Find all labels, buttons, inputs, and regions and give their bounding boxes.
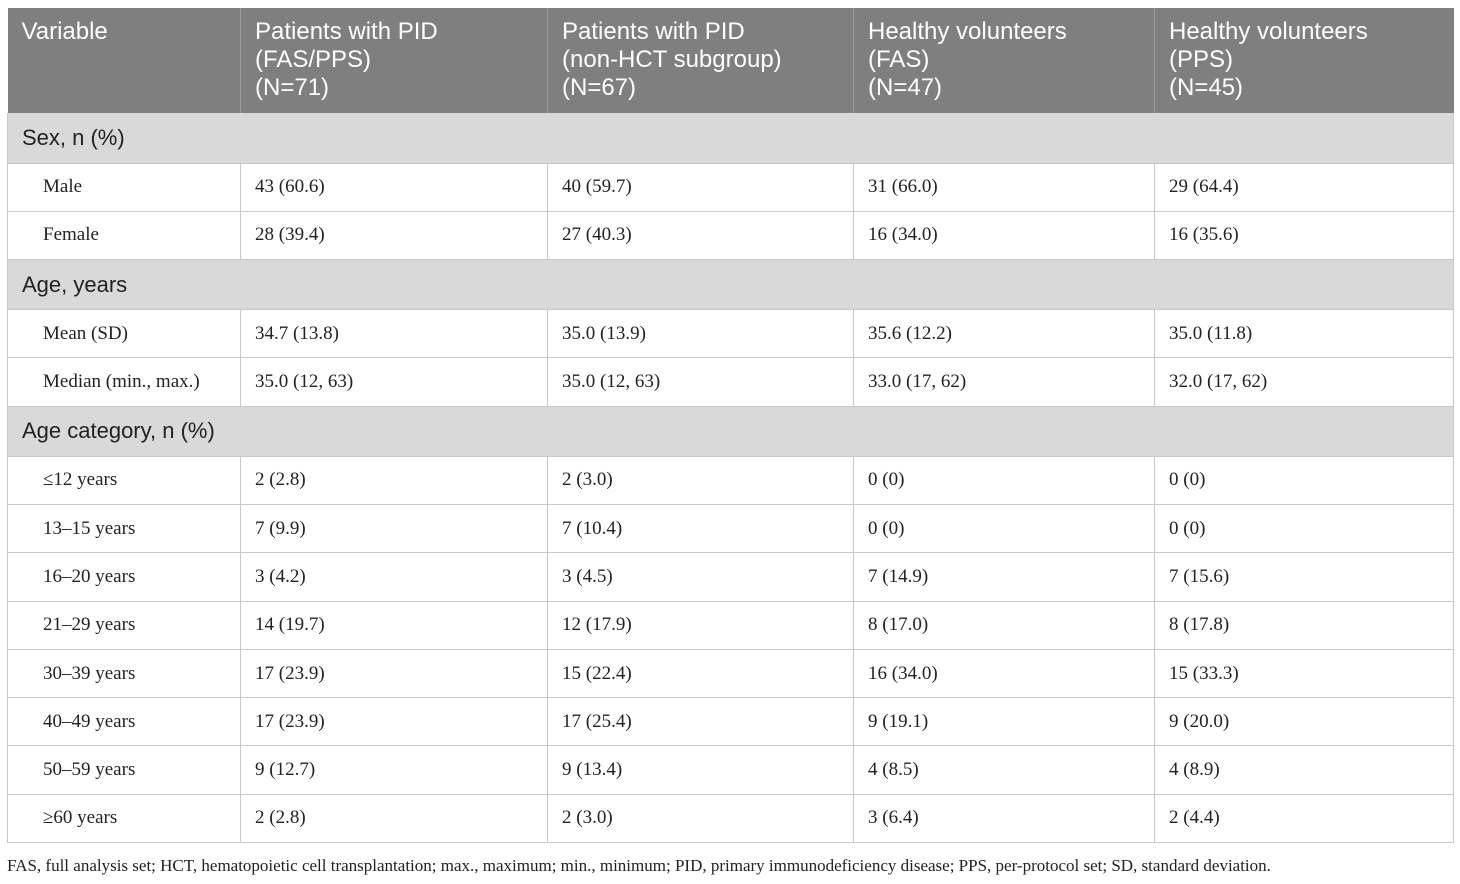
table-footnote: FAS, full analysis set; HCT, hematopoietic cell transplantation; max., maximum; min., minimum; PID, primary immunodeficiency disease; PPS, per-protocol set; SD, standard deviation. [7, 856, 1271, 875]
row-label: Female [8, 211, 241, 259]
column-header-line: (N=45) [1169, 74, 1244, 101]
column-header-line: (N=67) [562, 74, 637, 101]
table-cell: 0 (0) [1155, 456, 1454, 504]
column-header-2 [548, 8, 854, 113]
column-header-line: (non-HCT subgroup) [562, 46, 782, 73]
column-header-line: Patients with PID [255, 18, 438, 45]
column-header-line: Healthy volunteers [1169, 18, 1368, 45]
table-cell: 8 (17.8) [1155, 601, 1454, 649]
table-cell: 17 (23.9) [241, 698, 548, 746]
header-row [8, 8, 1454, 113]
table-cell: 43 (60.6) [241, 163, 548, 211]
table-cell: 2 (4.4) [1155, 794, 1454, 842]
column-header-line: (PPS) [1169, 46, 1234, 73]
table-row [8, 649, 1454, 697]
table-cell: 3 (4.2) [241, 553, 548, 601]
row-label: 30–39 years [8, 649, 241, 697]
table-row [8, 794, 1454, 842]
table-cell: 4 (8.9) [1155, 746, 1454, 794]
table-cell: 9 (20.0) [1155, 698, 1454, 746]
row-label: 16–20 years [8, 553, 241, 601]
table-cell: 2 (3.0) [548, 456, 854, 504]
table-cell: 8 (17.0) [854, 601, 1155, 649]
section-row [8, 260, 1454, 310]
table-cell: 40 (59.7) [548, 163, 854, 211]
table-cell: 2 (2.8) [241, 794, 548, 842]
table-cell: 17 (23.9) [241, 649, 548, 697]
table-cell: 0 (0) [854, 504, 1155, 552]
row-label: ≥60 years [8, 794, 241, 842]
row-label: Male [8, 163, 241, 211]
section-row [8, 113, 1454, 163]
table-cell: 35.0 (13.9) [548, 310, 854, 358]
table-cell: 35.0 (11.8) [1155, 310, 1454, 358]
table-cell: 0 (0) [1155, 504, 1454, 552]
row-label: 13–15 years [8, 504, 241, 552]
row-label: 21–29 years [8, 601, 241, 649]
row-label: 50–59 years [8, 746, 241, 794]
column-header-line: (FAS/PPS) [255, 46, 372, 73]
section-title: Age category, n (%) [8, 406, 1454, 456]
table-row [8, 553, 1454, 601]
table-cell: 31 (66.0) [854, 163, 1155, 211]
table-cell: 12 (17.9) [548, 601, 854, 649]
table-row [8, 211, 1454, 259]
table-cell: 7 (14.9) [854, 553, 1155, 601]
section-row [8, 406, 1454, 456]
table-cell: 28 (39.4) [241, 211, 548, 259]
table-header [8, 8, 1454, 113]
table-cell: 9 (13.4) [548, 746, 854, 794]
table-body [8, 113, 1454, 843]
table-cell: 17 (25.4) [548, 698, 854, 746]
table-cell: 2 (2.8) [241, 456, 548, 504]
column-header-3 [854, 8, 1155, 113]
table-cell: 35.6 (12.2) [854, 310, 1155, 358]
table-cell: 16 (34.0) [854, 211, 1155, 259]
table-cell: 2 (3.0) [548, 794, 854, 842]
table-cell: 16 (35.6) [1155, 211, 1454, 259]
table-cell: 4 (8.5) [854, 746, 1155, 794]
row-label: Median (min., max.) [8, 358, 241, 406]
row-label: ≤12 years [8, 456, 241, 504]
table-cell: 16 (34.0) [854, 649, 1155, 697]
section-title: Age, years [8, 260, 1454, 310]
table-cell: 29 (64.4) [1155, 163, 1454, 211]
demographics-table [7, 8, 1454, 843]
column-header-1 [241, 8, 548, 113]
table-row [8, 163, 1454, 211]
table-cell: 9 (19.1) [854, 698, 1155, 746]
table-cell: 27 (40.3) [548, 211, 854, 259]
column-header-4 [1155, 8, 1454, 113]
table-cell: 0 (0) [854, 456, 1155, 504]
table-row [8, 698, 1454, 746]
table-cell: 33.0 (17, 62) [854, 358, 1155, 406]
table-cell: 7 (9.9) [241, 504, 548, 552]
table-row [8, 456, 1454, 504]
column-header-line: (N=47) [868, 74, 943, 101]
table-cell: 15 (22.4) [548, 649, 854, 697]
section-title: Sex, n (%) [8, 113, 1454, 163]
column-header-line: Patients with PID [562, 18, 745, 45]
table-cell: 3 (6.4) [854, 794, 1155, 842]
column-header-line: (FAS) [868, 46, 930, 73]
table-cell: 7 (15.6) [1155, 553, 1454, 601]
row-label: 40–49 years [8, 698, 241, 746]
table-cell: 7 (10.4) [548, 504, 854, 552]
table-cell: 35.0 (12, 63) [241, 358, 548, 406]
table-cell: 9 (12.7) [241, 746, 548, 794]
table-row [8, 358, 1454, 406]
table-cell: 14 (19.7) [241, 601, 548, 649]
column-header-line: Variable [21, 18, 108, 45]
column-header-line: Healthy volunteers [868, 18, 1067, 45]
column-header-0 [8, 8, 241, 113]
table-row [8, 746, 1454, 794]
table-row [8, 504, 1454, 552]
table-cell: 35.0 (12, 63) [548, 358, 854, 406]
table-cell: 32.0 (17, 62) [1155, 358, 1454, 406]
table-cell: 34.7 (13.8) [241, 310, 548, 358]
table-cell: 15 (33.3) [1155, 649, 1454, 697]
column-header-line: (N=71) [255, 74, 330, 101]
row-label: Mean (SD) [8, 310, 241, 358]
table-cell: 3 (4.5) [548, 553, 854, 601]
table-row [8, 310, 1454, 358]
table-row [8, 601, 1454, 649]
